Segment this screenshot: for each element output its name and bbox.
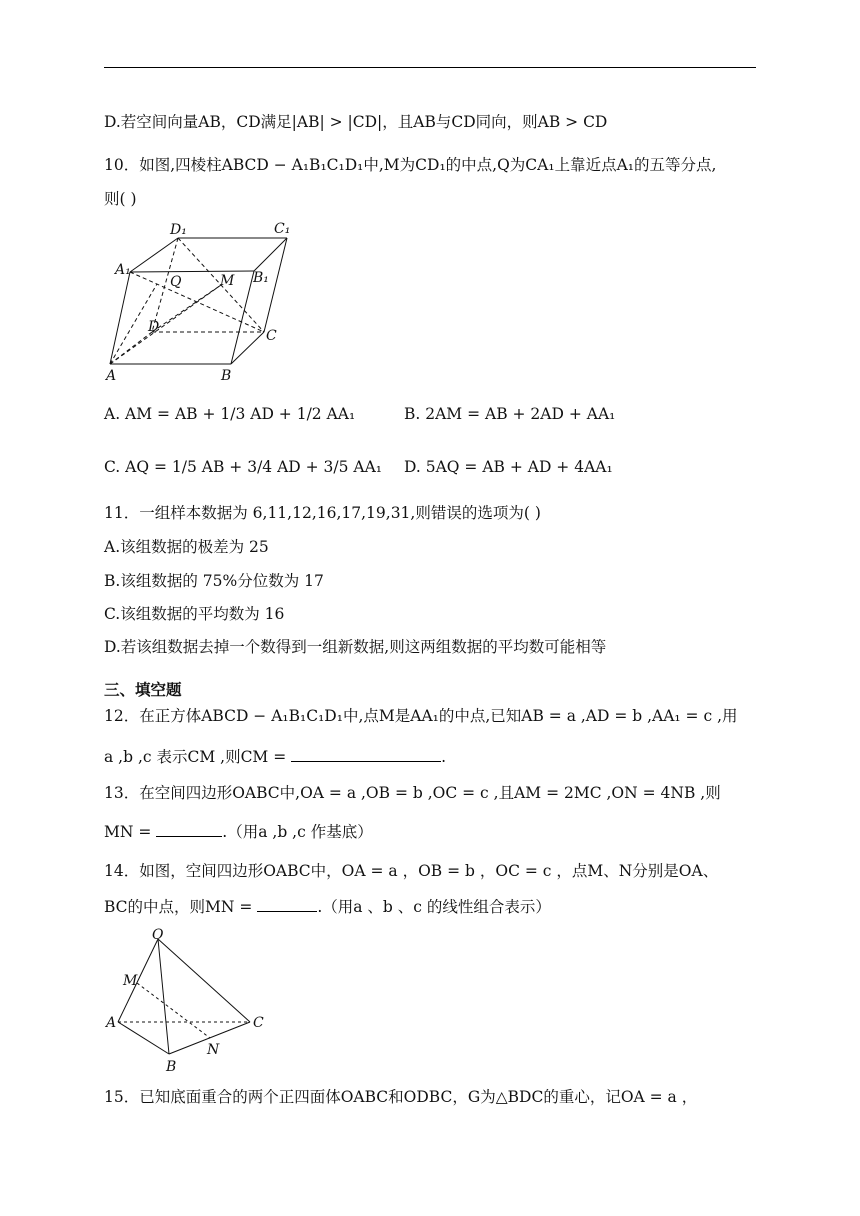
q11-option-c: C.该组数据的平均数为 16 (104, 605, 285, 623)
q14-answer-blank[interactable] (257, 897, 317, 912)
q11-option-b: B.该组数据的 75%分位数为 17 (104, 572, 324, 590)
tetrahedron-figure (104, 926, 274, 1076)
q10-option-b: B. 2AM = AB + 2AD + AA₁ (404, 405, 616, 423)
label-C1: C₁ (274, 221, 291, 237)
q12-answer-blank[interactable] (291, 747, 441, 762)
q10-option-a: A. AM = AB + 1/3 AD + 1/2 AA₁ (104, 405, 356, 423)
label-A2: A (106, 1015, 117, 1031)
q14-line1: 14．如图，空间四边形OABC中，OA = a ，OB = b ，OC = c ，点M、N分别是OA、 (104, 862, 719, 880)
q14-line2 (104, 897, 551, 917)
q13-line2 (104, 822, 373, 842)
label-O: O (152, 927, 164, 943)
q12-line2 (104, 747, 446, 767)
q12-line2-end: . (441, 748, 447, 766)
q11-option-d: D.若该组数据去掉一个数得到一组新数据,则这两组数据的平均数可能相等 (104, 638, 607, 656)
q12-line2-text: a ,b ,c 表示CM ,则CM = (104, 748, 287, 766)
q11-option-a: A.该组数据的极差为 25 (104, 538, 269, 556)
label-B2: B (166, 1059, 177, 1075)
label-B1: B₁ (253, 270, 269, 286)
q14-line2-end: .（用a 、b 、c 的线性组合表示） (317, 898, 551, 916)
q14-line2-text: BC的中点，则MN = (104, 898, 253, 916)
q11-stem: 11．一组样本数据为 6,11,12,16,17,19,31,则错误的选项为( ) (104, 504, 541, 522)
label-Q: Q (170, 274, 182, 290)
label-N: N (207, 1042, 220, 1058)
q13-line1: 13．在空间四边形OABC中,OA = a ,OB = b ,OC = c ,且AM = 2MC ,ON = 4NB ,则 (104, 784, 721, 802)
q13-line2-text: MN = (104, 823, 152, 841)
label-A: A (106, 368, 117, 384)
q9-option-d: D.若空间向量AB，CD满足|AB| > |CD|，且AB与CD同向，则AB > CD (104, 113, 608, 131)
header-rule (104, 67, 756, 68)
label-C: C (266, 328, 277, 344)
q13-answer-blank[interactable] (156, 822, 222, 837)
prism-figure (104, 216, 304, 386)
label-M2: M (123, 973, 138, 989)
q10-stem-line2: 则( ) (104, 190, 137, 208)
label-B: B (221, 368, 232, 384)
label-C2: C (253, 1015, 264, 1031)
q15-line1: 15．已知底面重合的两个正四面体OABC和ODBC，G为△BDC的重心，记OA = a ， (104, 1088, 698, 1106)
label-A1: A₁ (115, 262, 131, 278)
q10-option-c: C. AQ = 1/5 AB + 3/4 AD + 3/5 AA₁ (104, 458, 383, 476)
label-D1: D₁ (170, 222, 187, 238)
q10-stem-line1: 10．如图,四棱柱ABCD − A₁B₁C₁D₁中,M为CD₁的中点,Q为CA₁上靠近点A₁的五等分点, (104, 156, 717, 174)
section-heading: 三、填空题 (104, 681, 182, 699)
label-M: M (220, 273, 235, 289)
q10-option-d: D. 5AQ = AB + AD + 4AA₁ (404, 458, 613, 476)
q13-line2-end: .（用a ,b ,c 作基底） (222, 823, 373, 841)
q12-line1: 12．在正方体ABCD − A₁B₁C₁D₁中,点M是AA₁的中点,已知AB = a ,AD = b ,AA₁ = c ,用 (104, 707, 738, 725)
label-D: D (148, 319, 160, 335)
